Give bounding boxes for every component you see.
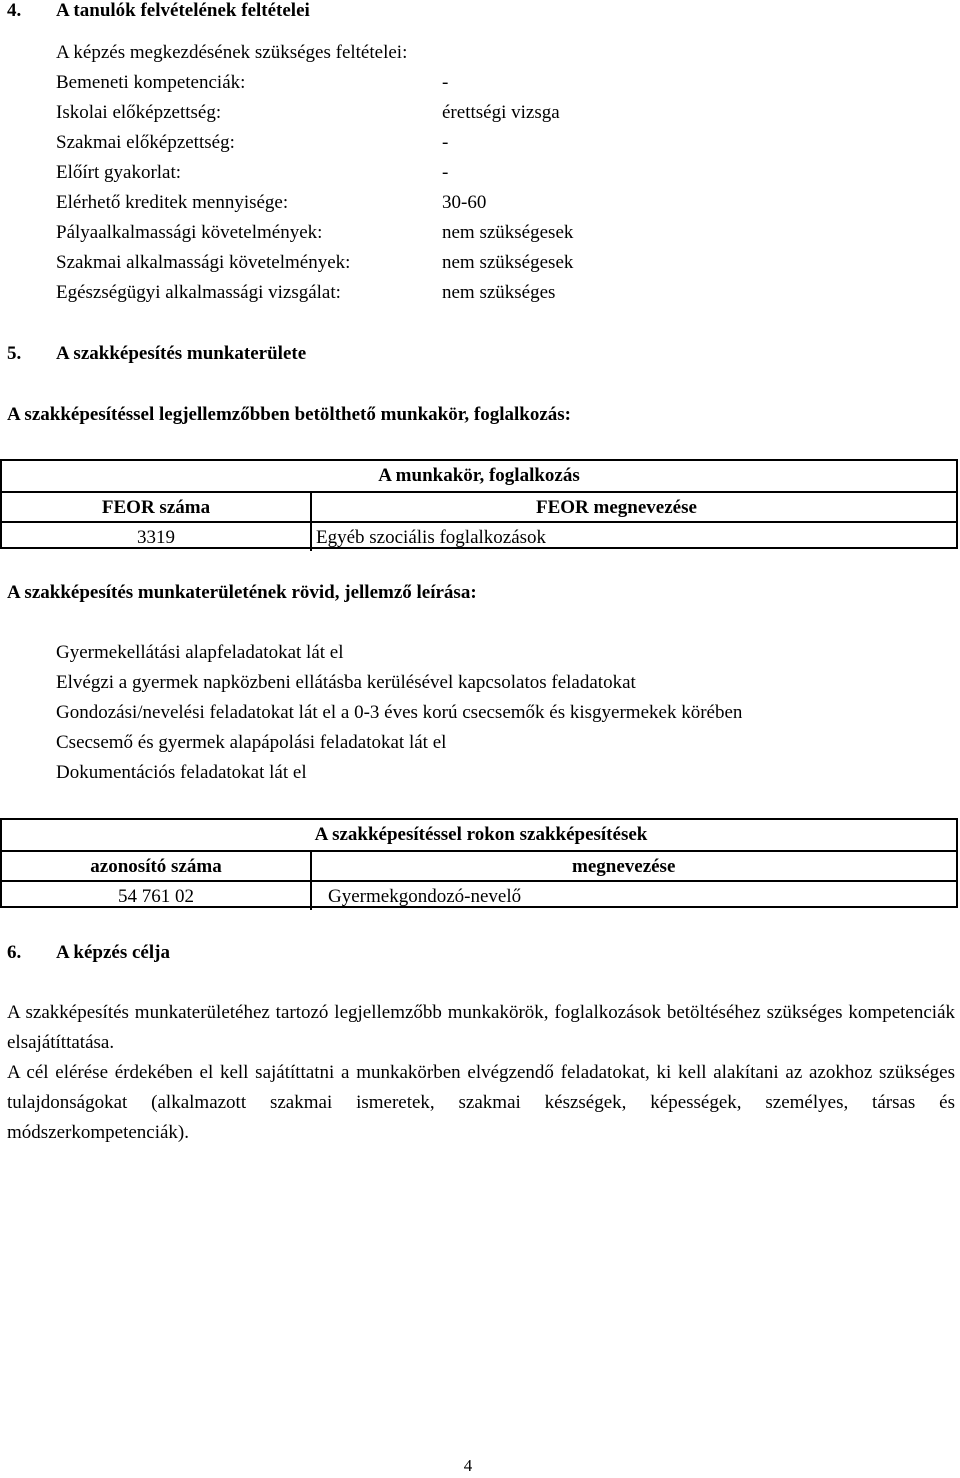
section-5-subtitle: A szakképesítéssel legjellemzőbben betölthető munkakör, foglalkozás: <box>7 404 572 425</box>
condition-label: Bemeneti kompetenciák: <box>56 72 246 93</box>
condition-value: nem szükségesek <box>442 222 574 243</box>
condition-row <box>56 158 756 188</box>
condition-value: nem szükségesek <box>442 252 574 273</box>
section-6-number: 6. <box>7 942 22 963</box>
condition-label: Iskolai előképzettség: <box>56 102 222 123</box>
condition-label: Szakmai alkalmassági követelmények: <box>56 252 351 273</box>
feor-table-caption <box>2 461 956 491</box>
related-code: 54 761 02 <box>2 882 312 910</box>
section-5-number: 5. <box>7 343 22 364</box>
related-col2-header: megnevezése <box>572 856 676 877</box>
feor-code: 3319 <box>2 523 312 551</box>
page-number: 4 <box>463 1456 473 1475</box>
table-row <box>2 521 956 551</box>
condition-row <box>56 98 756 128</box>
condition-label: Elérhető kreditek mennyisége: <box>56 192 289 213</box>
related-table-header-row <box>2 850 956 880</box>
condition-row <box>56 68 756 98</box>
condition-label: Pályaalkalmassági követelmények: <box>56 222 323 243</box>
condition-label: Szakmai előképzettség: <box>56 132 235 153</box>
related-table-caption-text: A szakképesítéssel rokon szakképesítések <box>314 824 648 845</box>
section-4-title: A tanulók felvételének feltételei <box>56 0 310 21</box>
feor-col1-header: FEOR száma <box>2 493 312 521</box>
description-title: A szakképesítés munkaterületének rövid, jellemző leírása: <box>7 582 477 603</box>
list-item: Csecsemő és gyermek alapápolási feladatokat lát el <box>56 732 447 753</box>
condition-label: Egészségügyi alkalmassági vizsgálat: <box>56 282 341 303</box>
list-item: Dokumentációs feladatokat lát el <box>56 762 307 783</box>
related-name: Gyermekgondozó-nevelő <box>328 886 522 907</box>
condition-row <box>56 278 756 308</box>
related-table-caption <box>2 820 956 850</box>
conditions-intro: A képzés megkezdésének szükséges feltételei: <box>56 42 408 63</box>
condition-row <box>56 128 756 158</box>
list-item: Elvégzi a gyermek napközbeni ellátásba kerülésével kapcsolatos feladatokat <box>56 672 636 693</box>
section-4-number: 4. <box>7 0 22 21</box>
list-item: Gondozási/nevelési feladatokat lát el a 0-3 éves korú csecsemők és kisgyermekek körében <box>56 702 743 723</box>
description-list <box>56 638 742 788</box>
related-col1-header: azonosító száma <box>2 852 312 880</box>
condition-value: - <box>442 162 449 183</box>
feor-col2-header: FEOR megnevezése <box>536 497 697 518</box>
condition-row <box>56 188 756 218</box>
condition-value: nem szükséges <box>442 282 556 303</box>
table-row <box>2 880 956 910</box>
condition-row <box>56 248 756 278</box>
condition-value: - <box>442 132 449 153</box>
paragraph: A cél elérése érdekében el kell sajátíttatni a munkakörben elvégzendő feladatokat, ki kell alakítani az azokhoz szükséges tulajdonságokat (alkalmazott szakmai ismeretek, szakmai készségek, képességek, személyes, társas és módszerkompetenciák). <box>7 1062 955 1143</box>
feor-name: Egyéb szociális foglalkozások <box>316 527 547 548</box>
section-6-title: A képzés célja <box>56 942 170 963</box>
section-5-title: A szakképesítés munkaterülete <box>56 343 307 364</box>
list-item: Gyermekellátási alapfeladatokat lát el <box>56 642 344 663</box>
feor-table <box>0 459 958 549</box>
condition-label: Előírt gyakorlat: <box>56 162 182 183</box>
paragraph: A szakképesítés munkaterületéhez tartozó legjellemzőbb munkakörök, foglalkozások betöltéséhez szükséges kompetenciák elsajátíttatása. <box>7 1002 955 1053</box>
section-4-heading <box>0 0 960 30</box>
conditions-list <box>56 68 756 308</box>
feor-table-caption-text: A munkakör, foglalkozás <box>378 465 580 486</box>
feor-table-header-row <box>2 491 956 521</box>
condition-row <box>56 218 756 248</box>
related-qualifications-table <box>0 818 958 908</box>
condition-value: - <box>442 72 449 93</box>
condition-value: érettségi vizsga <box>442 102 560 123</box>
condition-value: 30-60 <box>442 192 487 213</box>
